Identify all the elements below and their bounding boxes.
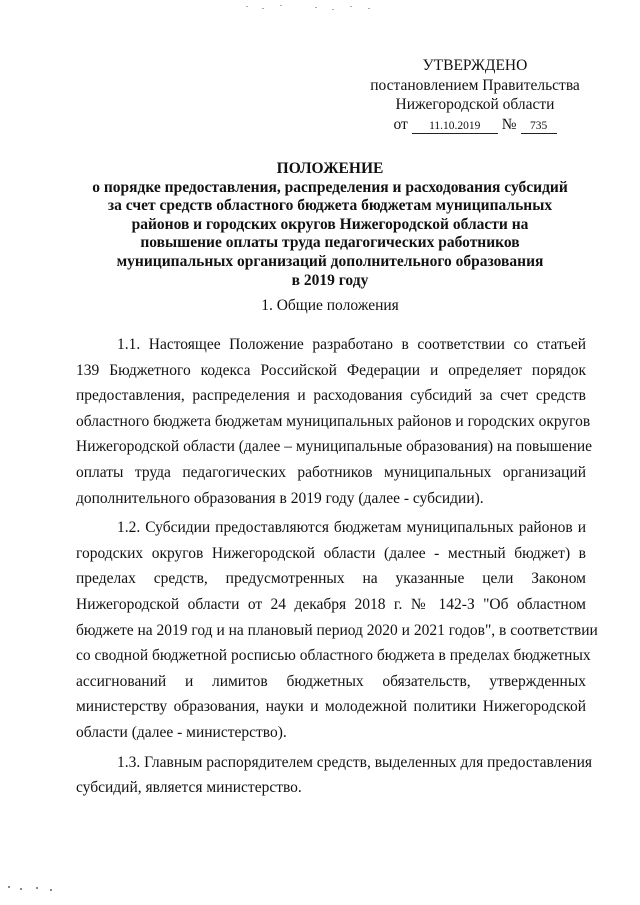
approval-stamp [360,56,590,134]
paragraph-line: предоставления, распределения и расходования субсидий за счет средств [76,387,586,405]
paragraph-line: пределах средств, предусмотренных на указанные цели Законом [76,570,586,588]
paragraph-line: городских округов Нижегородской области (далее - местный бюджет) в [76,544,586,562]
scan-artifact [6,880,66,892]
paragraph-line: ассигнований и лимитов бюджетных обязательств, утвержденных [76,672,586,690]
approval-line-decree: постановлением Правительства [370,76,580,94]
approval-number: 735 [521,120,557,134]
title-line: в 2019 году [291,271,369,289]
paragraph-line: субсидий, является министерство. [76,779,302,797]
paragraph-line: со сводной бюджетной росписью областного бюджета в пределах бюджетных [76,647,591,665]
paragraph-line: Нижегородской области (далее – муниципальные образования) на повышение [76,438,593,456]
paragraph-line: областного бюджета бюджетам муниципальных районов и городских округов [76,412,591,430]
paragraph-line: дополнительного образования в 2019 году (далее - субсидии). [76,489,484,507]
section-heading: 1. Общие положения [261,297,399,314]
approval-line-region: Нижегородской области [395,96,555,113]
title-line: о порядке предоставления, распределения и расходования субсидий [92,178,568,196]
approval-title: УТВЕРЖДЕНО [422,57,528,74]
paragraph-line: 1.2. Субсидии предоставляются бюджетам муниципальных районов и [117,519,586,537]
approval-date: 11.10.2019 [412,120,498,134]
number-label: № [501,115,517,133]
title-line: за счет средств областного бюджета бюджетам муниципальных [107,197,553,215]
paragraph-line: 139 Бюджетного кодекса Российской Федерации и определяет порядок [76,361,586,379]
paragraph-line: бюджете на 2019 год и на плановый период 2020 и 2021 годов", в соответствии [76,621,598,639]
paragraph-line: 1.1. Настоящее Положение разработано в соответствии со статьей [117,336,586,353]
from-label: от [393,115,408,133]
document-title [62,160,598,290]
paragraph-line: 1.3. Главным распорядителем средств, выделенных для предоставления [117,753,593,771]
title-line: муниципальных организаций дополнительного образования [116,252,544,270]
approval-date-number [360,115,590,135]
title-line: ПОЛОЖЕНИЕ [276,160,384,177]
paragraph-line: Нижегородской области от 24 декабря 2018 г. № 142-З "Об областном [76,595,586,613]
title-line: районов и городских округов Нижегородской области на [131,215,529,233]
body-text [76,332,598,801]
paragraph-line: оплаты труда педагогических работников муниципальных организаций [76,463,586,481]
paragraph-line: министерству образования, науки и молодежной политики Нижегородской [76,698,586,716]
title-line: повышение оплаты труда педагогических работников [140,234,520,252]
scan-artifact [240,4,380,12]
paragraph-line: области (далее - министерство). [76,723,287,741]
